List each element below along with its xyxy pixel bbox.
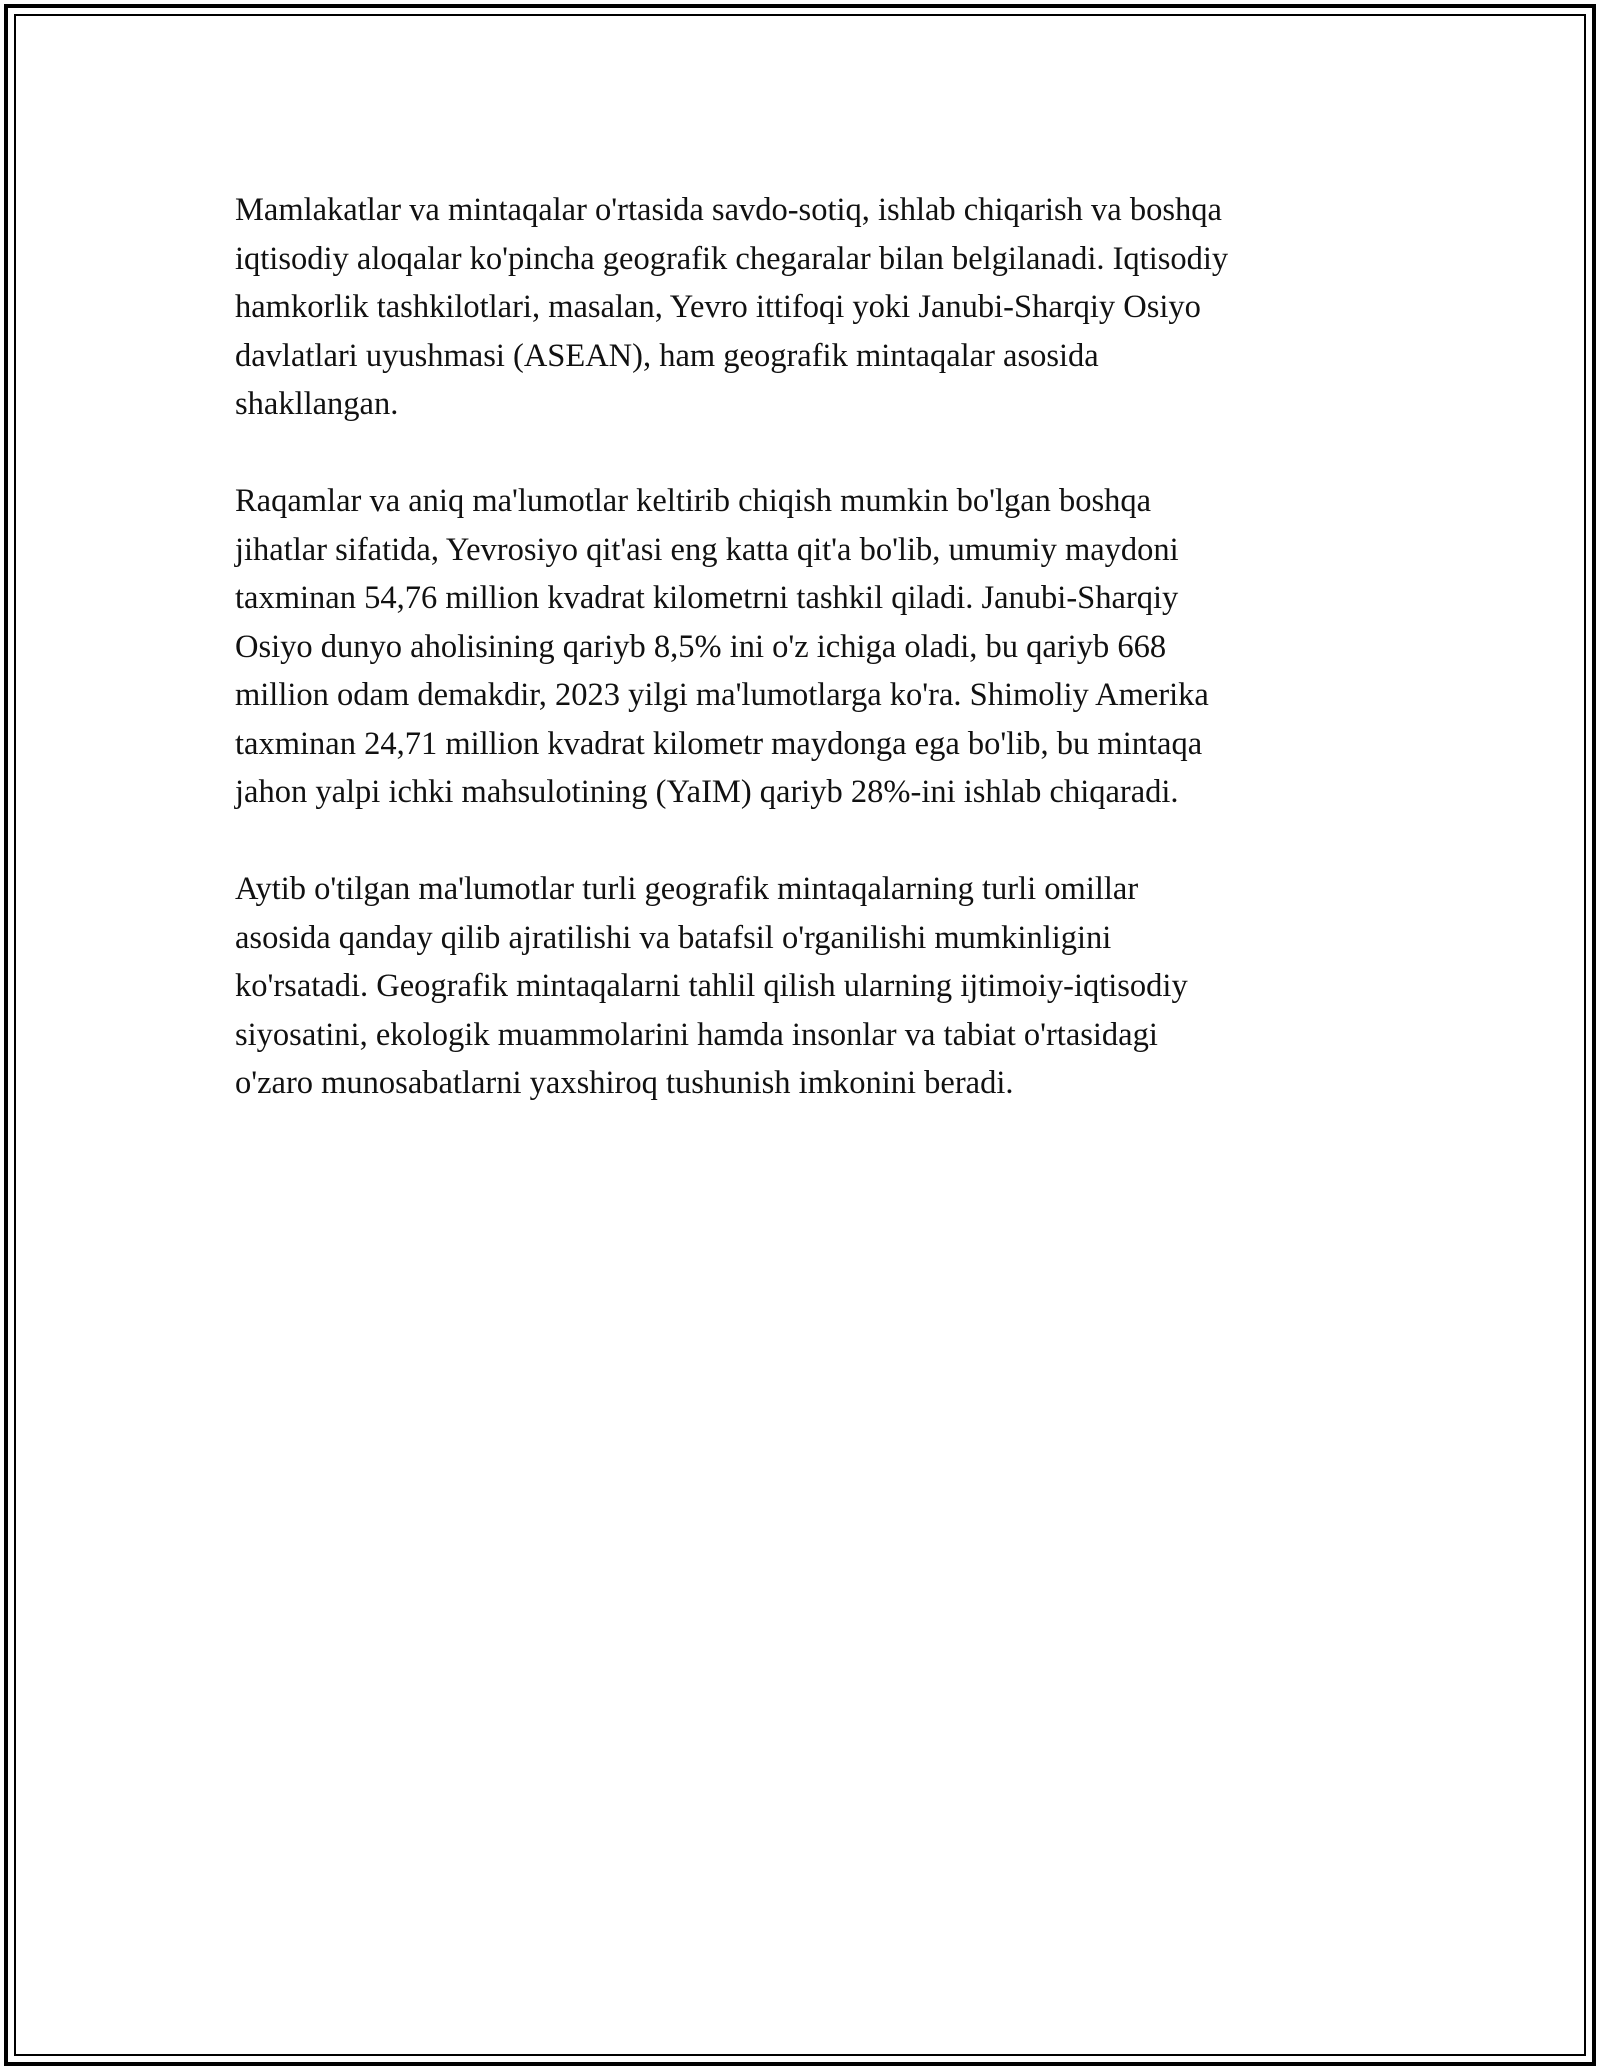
document-body (235, 186, 1365, 1156)
paragraph-statistics: Raqamlar va aniq ma'lumotlar keltirib chiqish mumkin bo'lgan boshqa jihatlar sifatida, Yevrosiyo qit'asi eng katta qit'a bo'lib, umumiy maydoni taxminan 54,76 million kvadrat kilometrni tashkil qiladi. Janubi-Sharqiy Osiyo dunyo aholisining qariyb 8,5% ini o'z ichiga oladi, bu qariyb 668 million odam demakdir, 2023 yilgi ma'lumotlarga ko'ra. Shimoliy Amerika taxminan 24,71 million kvadrat kilometr maydonga ega bo'lib, bu mintaqa jahon yalpi ichki mahsulotining (YaIM) qariyb 28%-ini ishlab chiqaradi. (235, 483, 1209, 810)
paragraph-trade-relations: Mamlakatlar va mintaqalar o'rtasida savdo-sotiq, ishlab chiqarish va boshqa iqtisodiy aloqalar ko'pincha geografik chegaralar bilan belgilanadi. Iqtisodiy hamkorlik tashkilotlari, masalan, Yevro ittifoqi yoki Janubi-Sharqiy Osiyo davlatlari uyushmasi (ASEAN), ham geografik mintaqalar asosida shakllangan. (235, 192, 1229, 422)
paragraph-conclusion: Aytib o'tilgan ma'lumotlar turli geografik mintaqalarning turli omillar asosida qanday qilib ajratilishi va batafsil o'rganilishi mumkinligini ko'rsatadi. Geografik mintaqalarni tahlil qilish ularning ijtimoiy-iqtisodiy siyosatini, ekologik muammolarini hamda insonlar va tabiat o'rtasidagi o'zaro munosabatlarni yaxshiroq tushunish imkonini beradi. (235, 871, 1188, 1101)
